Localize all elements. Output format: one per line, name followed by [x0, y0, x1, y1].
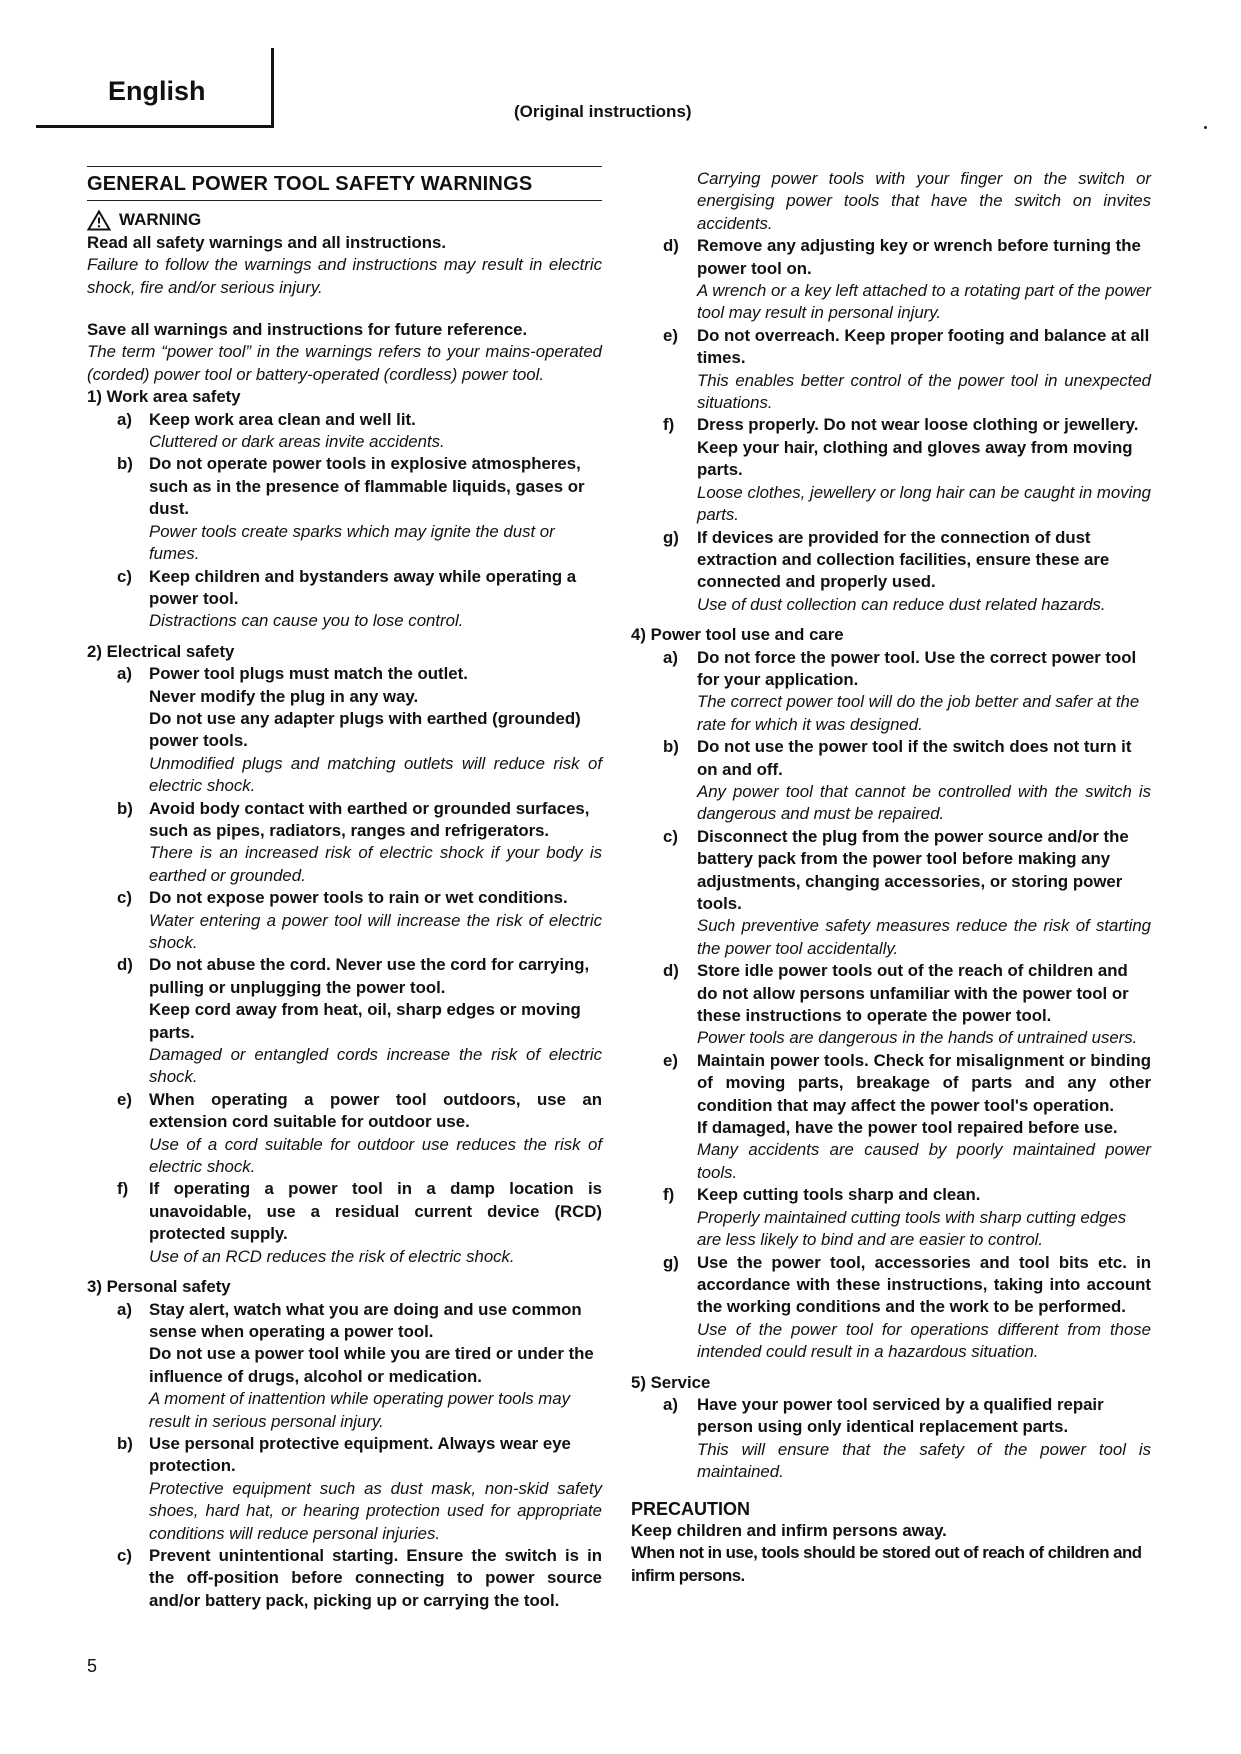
page-number: 5 [87, 1656, 98, 1676]
precaution-line-2: When not in use, tools should be stored out of reach of children and infirm persons. [631, 1543, 1142, 1585]
speck [1204, 126, 1207, 129]
section-heading: 2) Electrical safety [87, 641, 235, 661]
list-item: f) Dress properly. Do not wear loose clothing or jewellery. Keep your hair, clothing and gloves away from moving parts. Loose clothes, jewellery or long hair can be caught in moving parts. [663, 415, 1151, 525]
save-all-text: Save all warnings and instructions for future reference. [87, 320, 528, 340]
list-item: a) Power tool plugs must match the outlet. Never modify the plug in any way. Do not use any adapter plugs with earthed (grounded) power tools. Unmodified plugs and matching outlets will reduce risk of electric shock. [117, 664, 602, 796]
list-item: a) Have your power tool serviced by a qualified repair person using only identical replacement parts. This will ensure that the safety of the power tool is maintained. [663, 1394, 1151, 1482]
list-item: b) Avoid body contact with earthed or grounded surfaces, such as pipes, radiators, ranges and refrigerators. There is an increased risk of electric shock if your body is earthed or grounded. [117, 798, 602, 885]
list-item: g) Use the power tool, accessories and tool bits etc. in accordance with these instructions, taking into account the working conditions and the work to be performed. Use of the power tool for operations different from those intended could result in a hazardous situation. [663, 1252, 1151, 1362]
language-tab [36, 48, 274, 128]
list-item-continuation: Carrying power tools with your finger on the switch or energising power tools that have the switch on invites accidents. [697, 169, 1151, 233]
section-heading: 4) Power tool use and care [631, 625, 844, 645]
warning-label: WARNING [119, 210, 202, 230]
list-item: b) Do not operate power tools in explosive atmospheres, such as in the presence of flammable liquids, gases or dust. Power tools create sparks which may ignite the dust or fumes. [117, 454, 585, 564]
list-item: c) Keep children and bystanders away while operating a power tool. Distractions can cause you to lose control. [117, 566, 577, 631]
list-item: g) If devices are provided for the connection of dust extraction and collection facilities, ensure these are connected and properly used. Use of dust collection can reduce dust related hazards. [663, 527, 1110, 614]
precaution-line-1: Keep children and infirm persons away. [631, 1520, 947, 1540]
language-label: English [108, 76, 206, 106]
list-item: c) Disconnect the plug from the power source and/or the battery pack from the power tool before making any adjustments, changing accessories, or storing power tools. Such preventive safety measures reduce the risk of starting the power tool accidentally. [663, 826, 1151, 958]
list-item: d) Store idle power tools out of the reach of children and do not allow persons unfamiliar with the power tool or these instructions to operate the power tool. Power tools are dangerous in the hands of untrained users. [663, 961, 1138, 1048]
warning-heading [87, 209, 602, 231]
read-all-text: Read all safety warnings and all instructions. [87, 232, 447, 252]
list-item: e) Do not overreach. Keep proper footing and balance at all times. This enables better control of the power tool in unexpected situations. [663, 325, 1151, 413]
list-item: f) Keep cutting tools sharp and clean. Properly maintained cutting tools with sharp cutting edges are less likely to bind and are easier to control. [663, 1185, 1127, 1250]
list-item: a) Stay alert, watch what you are doing and use common sense when operating a power tool. Do not use a power tool while you are tired or under the influence of drugs, alcohol or medication. A moment of inattention while operating power tools may result in serious personal injury. [117, 1299, 594, 1431]
left-column [87, 166, 602, 1612]
list-item: a) Keep work area clean and well lit. Cluttered or dark areas invite accidents. [117, 409, 445, 452]
section-heading: 5) Service [631, 1372, 711, 1392]
section-heading: 3) Personal safety [87, 1277, 231, 1297]
list-item: c) Do not expose power tools to rain or wet conditions. Water entering a power tool will increase the risk of electric shock. [117, 888, 602, 952]
term-text: The term “power tool” in the warnings refers to your mains-operated (corded) power tool or battery-operated (cordless) power tool. [87, 342, 602, 384]
list-item: b) Use personal protective equipment. Always wear eye protection. Protective equipment such as dust mask, non-skid safety shoes, hard hat, or hearing protection used for appropriate conditions will reduce personal injuries. [117, 1433, 602, 1543]
list-item: e) When operating a power tool outdoors, use an extension cord suitable for outdoor use. Use of a cord suitable for outdoor use reduces the risk of electric shock. [117, 1089, 602, 1177]
list-item: e) Maintain power tools. Check for misalignment or binding of moving parts, breakage of parts and any other condition that may affect the power tool's operation. If damaged, have the power tool repaired before use. Many accidents are caused by poorly maintained power tools. [663, 1050, 1151, 1182]
list-item: d) Do not abuse the cord. Never use the cord for carrying, pulling or unplugging the power tool. Keep cord away from heat, oil, sharp edges or moving parts. Damaged or entangled cords increase the risk of electric shock. [117, 955, 602, 1087]
failure-text: Failure to follow the warnings and instructions may result in electric shock, fire and/or serious injury. [87, 255, 602, 297]
original-instructions-label: (Original instructions) [514, 102, 692, 121]
list-item: c) Prevent unintentional starting. Ensure the switch is in the off-position before connecting to power source and/or battery pack, picking up or carrying the tool. [117, 1545, 602, 1610]
list-item: a) Do not force the power tool. Use the correct power tool for your application. The correct power tool will do the job better and safer at the rate for which it was designed. [663, 647, 1140, 734]
precaution-heading: PRECAUTION [631, 1498, 751, 1519]
right-column [631, 168, 1151, 1587]
warning-triangle-icon [87, 210, 111, 231]
list-item: f) If operating a power tool in a damp location is unavoidable, use a residual current device (RCD) protected supply. Use of an RCD reduces the risk of electric shock. [117, 1179, 602, 1266]
section-heading: 1) Work area safety [87, 387, 241, 407]
list-item: d) Remove any adjusting key or wrench before turning the power tool on. A wrench or a key left attached to a rotating part of the power tool may result in personal injury. [663, 236, 1151, 323]
section-title: GENERAL POWER TOOL SAFETY WARNINGS [87, 166, 602, 201]
list-item: b) Do not use the power tool if the switch does not turn it on and off. Any power tool that cannot be controlled with the switch is dangerous and must be repaired. [663, 737, 1151, 824]
